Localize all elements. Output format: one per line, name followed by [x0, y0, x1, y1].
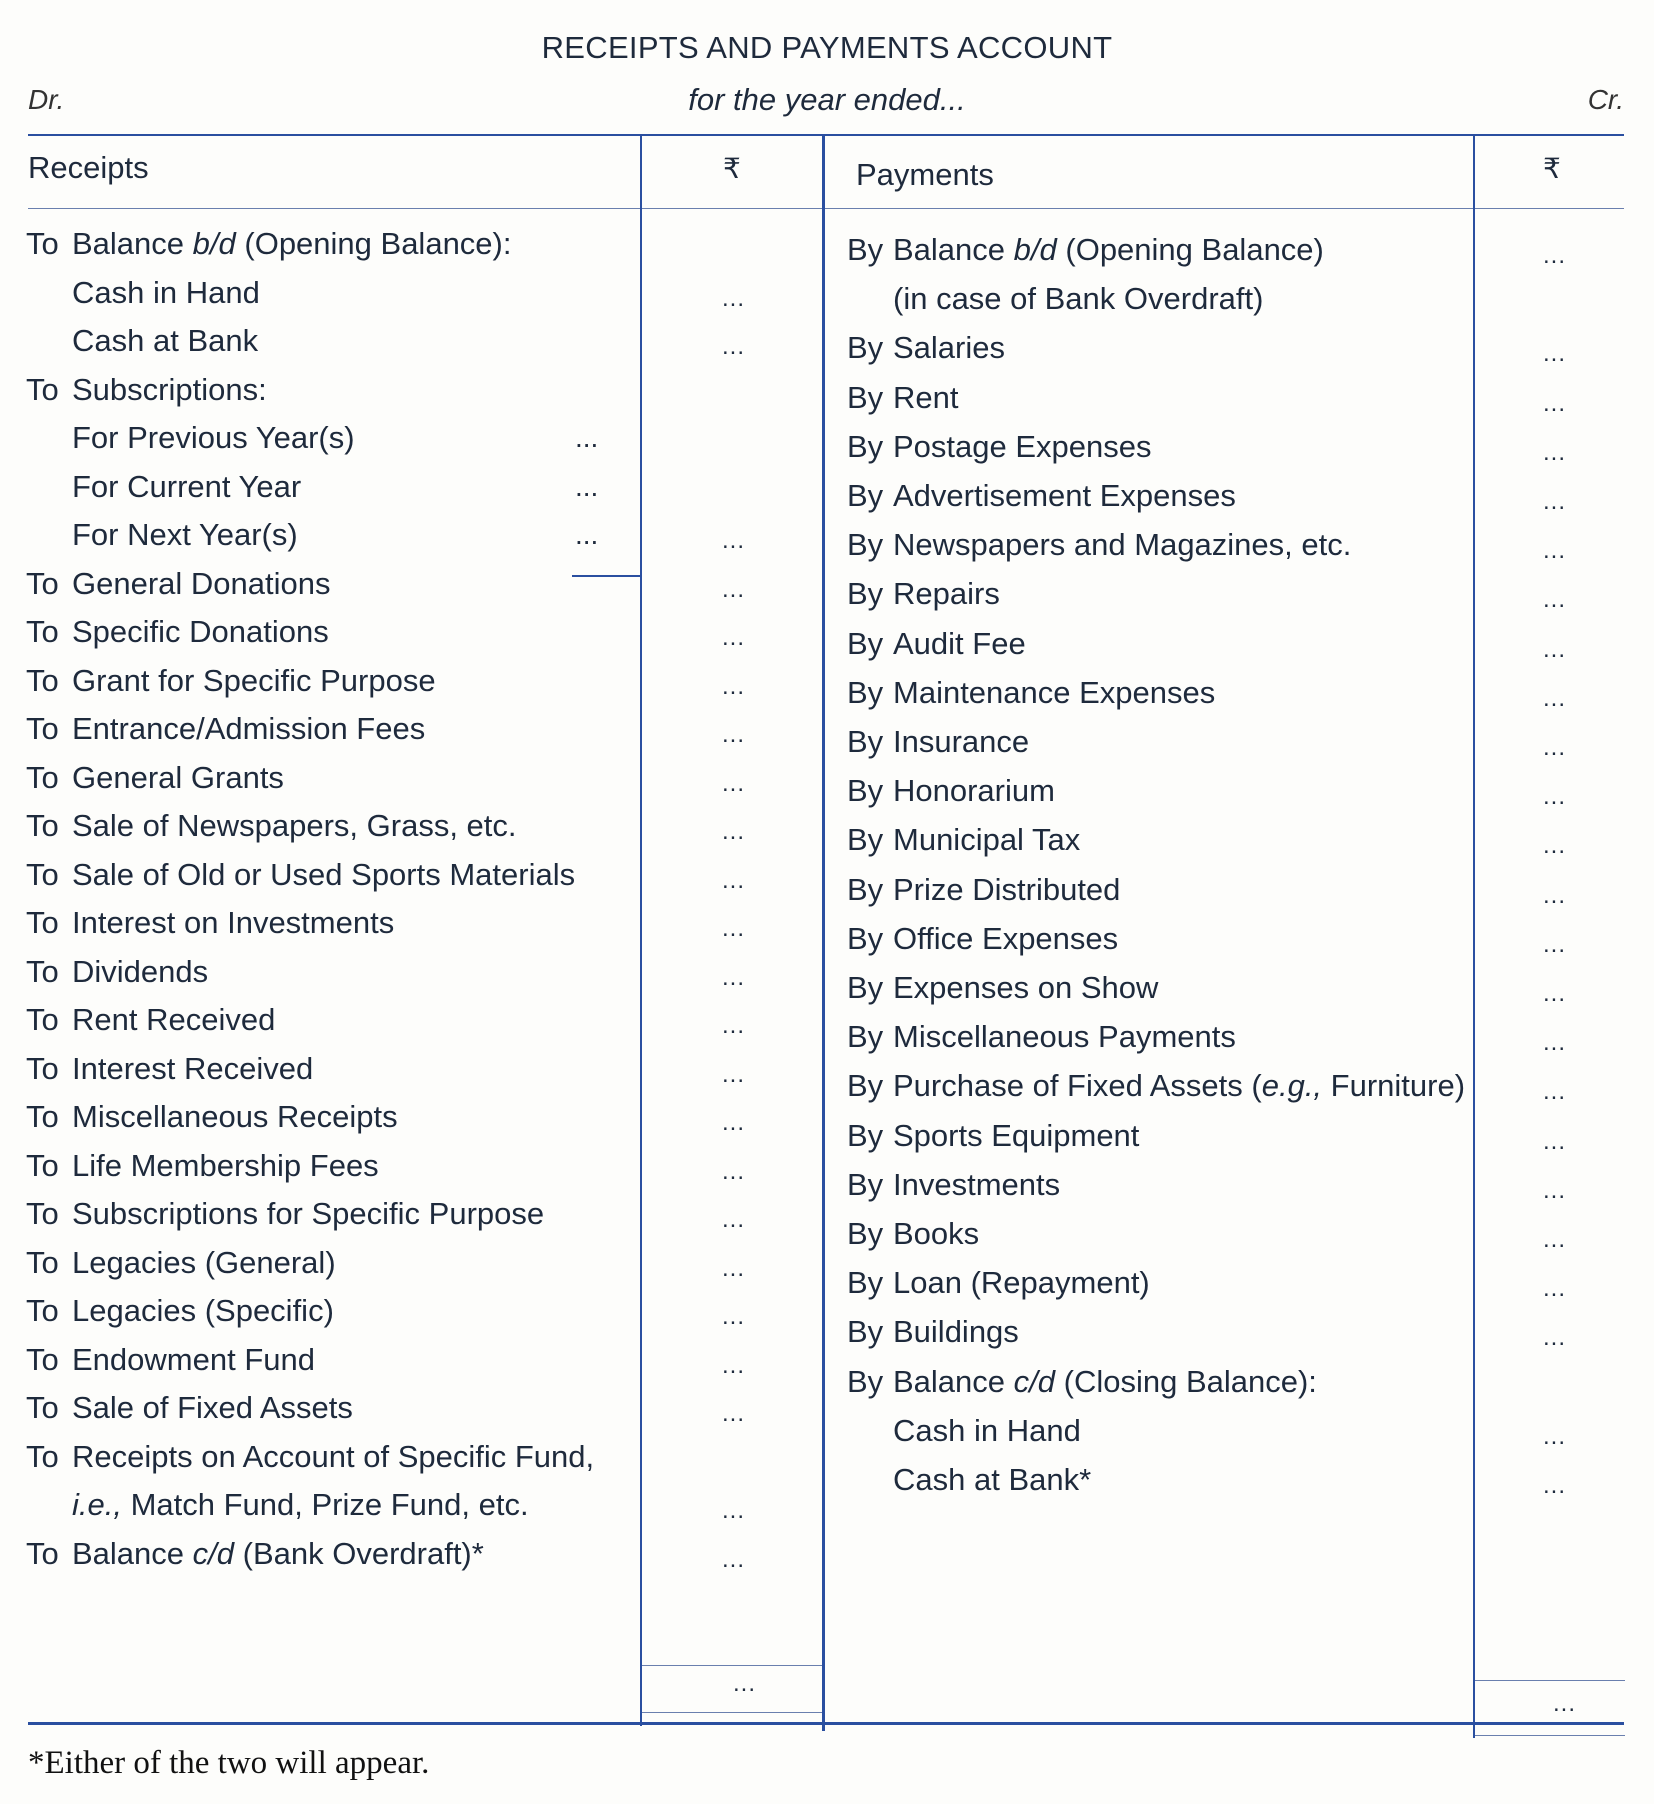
receipts-row-label	[72, 368, 267, 412]
payments-row-prefix: By	[847, 379, 884, 415]
receipts-row-label	[72, 1095, 398, 1139]
receipts-row-text: Balance	[72, 226, 185, 261]
payments-row-label	[893, 1310, 1019, 1354]
payments-row-amount: ...	[1543, 734, 1567, 761]
receipts-row-label	[72, 1483, 529, 1527]
receipts-row-text: Cash in Hand	[72, 274, 260, 310]
payments-row-text: Municipal Tax	[893, 822, 1081, 858]
payments-row-text: Balance	[893, 1363, 1006, 1399]
payments-total: ...	[1553, 1690, 1577, 1717]
receipts-row-label	[72, 1532, 484, 1576]
payments-row-text: Office Expenses	[893, 920, 1119, 956]
payments-row-rest: (Closing Balance):	[1055, 1363, 1317, 1399]
payments-row-prefix: By	[847, 1314, 884, 1350]
payments-amount-header: ₹	[1543, 153, 1561, 184]
payments-row-label	[893, 326, 1005, 370]
payments-row-amount: ...	[1543, 1226, 1567, 1253]
payments-row-label	[893, 1212, 979, 1256]
receipts-row-text: Sale of Old or Used Sports Materials	[72, 856, 576, 892]
receipts-row-amount: ...	[722, 1400, 746, 1427]
header-bottom-rule	[28, 208, 1624, 209]
receipts-header: Receipts	[28, 150, 149, 185]
receipts-row-text: Legacies (General)	[72, 1244, 336, 1280]
payments-row-amount: ...	[1543, 930, 1567, 958]
receipts-row-label	[72, 804, 517, 848]
receipts-row-amount: ...	[722, 963, 746, 991]
account-title: RECEIPTS AND PAYMENTS ACCOUNT	[541, 30, 1113, 65]
receipts-row-text: For Previous Year(s)	[72, 420, 355, 455]
payments-row-label	[893, 277, 1263, 321]
receipts-row-label	[72, 1289, 334, 1333]
receipts-row-label	[72, 465, 301, 509]
receipts-row-prefix: To	[26, 371, 59, 407]
receipts-row-prefix: To	[26, 1244, 59, 1280]
receipts-row-prefix: To	[26, 1050, 59, 1086]
receipts-row-text: Interest on Investments	[72, 905, 395, 940]
payments-row-text: Balance	[893, 232, 1006, 267]
payments-header: Payments	[856, 157, 994, 192]
receipts-row-italic: c/d	[192, 1535, 235, 1571]
payments-row-text: Sports Equipment	[893, 1117, 1140, 1153]
receipts-row-amount: ...	[722, 333, 746, 360]
receipts-row-amount: ...	[722, 1060, 746, 1088]
payments-row-prefix: By	[847, 1265, 884, 1301]
receipts-row-rest: Match Fund, Prize Fund, etc.	[121, 1487, 529, 1522]
receipts-row-text: Rent Received	[72, 1002, 276, 1037]
payments-row-prefix: By	[847, 428, 884, 464]
receipts-row-label	[72, 707, 425, 751]
payments-row-prefix: By	[847, 527, 884, 563]
payments-row-amount: ...	[1543, 1176, 1567, 1204]
receipts-row-amount: ...	[722, 769, 746, 797]
payments-row-prefix: By	[847, 724, 884, 759]
payments-row-text: Investments	[893, 1166, 1061, 1202]
payments-row-text: Audit Fee	[893, 625, 1026, 661]
payments-row-prefix: By	[847, 576, 884, 612]
receipts-row-text: Specific Donations	[72, 614, 329, 649]
payments-row-label	[893, 769, 1055, 813]
payments-row-label	[893, 966, 1158, 1010]
receipts-row-prefix: To	[26, 1196, 59, 1231]
payments-row-amount: ...	[1543, 586, 1567, 614]
receipts-row-text: Dividends	[72, 953, 209, 989]
double-rule-receipts	[642, 1712, 822, 1713]
receipts-row-amount: ...	[722, 672, 746, 700]
receipts-row-text: Sale of Newspapers, Grass, etc.	[72, 808, 517, 843]
receipts-row-label	[72, 998, 275, 1042]
payments-row-amount: ...	[1543, 1324, 1567, 1352]
payments-row-amount: ...	[1543, 635, 1567, 663]
receipts-row-text: Subscriptions:	[72, 371, 267, 407]
receipts-row-text: Endowment Fund	[72, 1341, 315, 1377]
center-divider	[822, 136, 825, 1731]
receipts-row-text: General Grants	[72, 759, 284, 795]
payments-row-label	[893, 1114, 1139, 1158]
payments-row-text: Maintenance Expenses	[893, 674, 1216, 710]
payments-row-text: Miscellaneous Payments	[893, 1019, 1236, 1055]
payments-row-amount: ...	[1543, 389, 1567, 417]
receipts-row-prefix: To	[26, 1438, 59, 1474]
payments-row-italic: c/d	[1013, 1363, 1056, 1399]
payments-row-text: Honorarium	[893, 773, 1055, 809]
payments-row-label	[893, 572, 1000, 616]
payments-row-amount: ...	[1543, 1127, 1567, 1155]
payments-row-prefix: By	[847, 920, 884, 956]
payments-row-text: Rent	[893, 379, 959, 415]
payments-row-text: Books	[893, 1216, 980, 1251]
payments-row-label	[893, 868, 1120, 912]
receipts-row-rest: (Opening Balance):	[235, 226, 512, 261]
payments-row-prefix: By	[847, 970, 884, 1005]
payments-row-rest: (Opening Balance)	[1056, 232, 1324, 267]
payments-row-prefix: By	[847, 1216, 884, 1251]
payments-row-prefix: By	[847, 1019, 884, 1055]
receipts-row-text: For Next Year(s)	[72, 517, 298, 552]
payments-row-text: Loan (Repayment)	[893, 1265, 1150, 1301]
receipts-row-amount: ...	[722, 1497, 746, 1524]
receipts-row-amount: ...	[722, 866, 746, 894]
receipts-row-label	[72, 610, 329, 654]
receipts-row-text: Grant for Specific Purpose	[72, 662, 436, 698]
payments-row-text: Buildings	[893, 1314, 1019, 1350]
receipts-total-top-rule	[642, 1665, 822, 1666]
payments-row-prefix: By	[847, 478, 884, 513]
receipts-row-prefix: To	[26, 662, 59, 698]
payments-row-amount: ...	[1543, 1275, 1567, 1303]
payments-row-text: Newspapers and Magazines, etc.	[893, 527, 1352, 563]
debit-label: Dr.	[28, 84, 65, 115]
receipts-row-label	[72, 950, 208, 994]
receipts-row-label	[72, 562, 331, 606]
payments-row-label	[893, 425, 1152, 469]
receipts-row-label	[72, 1144, 379, 1188]
account-subtitle: for the year ended...	[688, 82, 966, 117]
receipts-row-prefix: To	[26, 905, 59, 940]
receipts-row-sub-amount: ...	[575, 519, 599, 550]
receipts-row-prefix: To	[26, 1390, 59, 1425]
footnote: *Either of the two will appear.	[28, 1745, 430, 1781]
receipts-row-amount: ...	[722, 721, 746, 748]
payments-row-text: (in case of Bank Overdraft)	[893, 281, 1264, 317]
payments-row-label	[893, 917, 1118, 961]
receipts-row-label	[72, 319, 258, 363]
receipts-row-label	[72, 1047, 313, 1091]
receipts-row-amount: ...	[722, 1545, 746, 1573]
receipts-row-prefix: To	[26, 226, 59, 261]
receipts-row-amount: ...	[722, 1303, 746, 1330]
payments-row-label	[893, 523, 1351, 567]
payments-row-label	[893, 228, 1324, 272]
payments-row-prefix: By	[847, 674, 884, 710]
payments-row-text: Salaries	[893, 330, 1005, 366]
receipts-row-prefix: To	[26, 1147, 59, 1183]
receipts-row-label	[72, 416, 355, 460]
payments-row-text: Expenses on Show	[893, 970, 1159, 1005]
payments-row-amount: ...	[1543, 684, 1567, 712]
receipts-total: ...	[733, 1670, 757, 1697]
receipts-row-amount: ...	[722, 1351, 746, 1379]
payments-row-italic: b/d	[1013, 232, 1057, 267]
receipts-row-prefix: To	[26, 953, 59, 989]
payments-row-amount: ...	[1543, 242, 1567, 269]
receipts-amount-header: ₹	[723, 153, 741, 184]
table-top-rule	[28, 134, 1624, 136]
receipts-row-amount: ...	[722, 527, 746, 554]
receipts-row-amount: ...	[722, 1012, 746, 1039]
receipts-row-prefix: To	[26, 1099, 59, 1134]
receipts-row-sub-amount: ...	[575, 422, 599, 453]
payments-row-amount: ...	[1543, 488, 1567, 515]
receipts-row-text: Receipts on Account of Specific Fund,	[72, 1438, 595, 1474]
payments-row-text: Insurance	[893, 724, 1030, 759]
receipts-row-prefix: To	[26, 1341, 59, 1377]
payments-row-prefix: By	[847, 822, 884, 858]
payments-row-amount: ...	[1543, 1078, 1567, 1106]
receipts-row-label	[72, 901, 394, 945]
payments-amount-divider	[1473, 136, 1475, 1738]
payments-row-amount: ...	[1543, 1472, 1567, 1499]
payments-row-prefix: By	[847, 232, 884, 267]
receipts-row-text: For Current Year	[72, 468, 302, 504]
receipts-row-label	[72, 222, 511, 266]
payments-total-top-rule	[1475, 1680, 1625, 1681]
payments-row-label	[893, 1261, 1150, 1305]
table-bottom-rule	[28, 1722, 1624, 1725]
payments-row-text: Cash in Hand	[893, 1412, 1081, 1448]
payments-row-amount: ...	[1543, 1422, 1567, 1450]
payments-row-amount: ...	[1543, 783, 1567, 811]
receipts-row-label	[72, 271, 260, 315]
receipts-row-rest: (Bank Overdraft)*	[234, 1535, 484, 1571]
receipts-row-label	[72, 853, 575, 897]
receipts-row-amount: ...	[722, 1157, 746, 1185]
payments-row-label	[893, 622, 1026, 666]
receipts-row-label	[72, 1241, 336, 1285]
receipts-row-prefix: To	[26, 565, 59, 601]
payments-row-label	[893, 1409, 1081, 1453]
payments-row-label	[893, 671, 1215, 715]
receipts-row-text: Miscellaneous Receipts	[72, 1099, 398, 1134]
receipts-row-label	[72, 513, 298, 557]
receipts-row-amount: ...	[722, 1109, 746, 1136]
payments-row-label	[893, 474, 1236, 518]
payments-row-prefix: By	[847, 1068, 884, 1104]
receipts-row-prefix: To	[26, 1002, 59, 1037]
receipts-row-label	[72, 1435, 594, 1479]
receipts-row-label	[72, 756, 284, 800]
payments-row-text: Advertisement Expenses	[893, 478, 1236, 513]
payments-row-label	[893, 720, 1029, 764]
receipts-row-prefix: To	[26, 1535, 59, 1571]
payments-row-prefix: By	[847, 625, 884, 661]
receipts-row-text: Interest Received	[72, 1050, 314, 1086]
receipts-row-text: Subscriptions for Specific Purpose	[72, 1196, 545, 1231]
payments-row-label	[893, 1458, 1091, 1502]
receipts-row-text: Cash at Bank	[72, 323, 259, 358]
payments-row-label	[893, 376, 958, 420]
payments-row-amount: ...	[1543, 438, 1567, 466]
receipts-row-amount: ...	[722, 624, 746, 651]
payments-row-prefix: By	[847, 1166, 884, 1202]
receipts-row-amount: ...	[722, 915, 746, 942]
payments-row-rest: Furniture)	[1322, 1068, 1466, 1104]
receipts-row-amount: ...	[722, 575, 746, 603]
receipts-row-sub-amount: ...	[575, 470, 599, 502]
receipts-row-text: Legacies (Specific)	[72, 1293, 334, 1328]
credit-label: Cr.	[1587, 84, 1624, 115]
payments-row-text: Purchase of Fixed Assets (	[893, 1068, 1262, 1104]
payments-row-label	[893, 1163, 1060, 1207]
payments-row-label	[893, 1064, 1465, 1108]
receipts-row-prefix: To	[26, 614, 59, 649]
receipts-row-text: Life Membership Fees	[72, 1147, 379, 1183]
receipts-row-amount: ...	[722, 284, 746, 312]
receipts-row-label	[72, 1386, 353, 1430]
payments-row-prefix: By	[847, 871, 884, 907]
subtotal-rule	[572, 575, 642, 577]
receipts-row-italic: b/d	[192, 226, 236, 261]
payments-row-prefix: By	[847, 1117, 884, 1153]
payments-row-amount: ...	[1543, 1029, 1567, 1057]
payments-row-text: Prize Distributed	[893, 871, 1121, 907]
receipts-row-text: Entrance/Admission Fees	[72, 711, 426, 746]
payments-row-prefix: By	[847, 330, 884, 366]
receipts-row-italic: i.e.,	[72, 1487, 122, 1522]
receipts-row-label	[72, 659, 436, 703]
receipts-row-label	[72, 1192, 544, 1236]
payments-row-text: Repairs	[893, 576, 1000, 612]
receipts-row-label	[72, 1338, 315, 1382]
payments-row-amount: ...	[1543, 537, 1567, 565]
receipts-row-text: Sale of Fixed Assets	[72, 1390, 353, 1425]
double-rule-payments	[1475, 1735, 1625, 1736]
receipts-row-prefix: To	[26, 856, 59, 892]
payments-row-amount: ...	[1543, 881, 1567, 909]
receipts-amount-divider	[640, 136, 642, 1726]
receipts-row-text: Balance	[72, 1535, 185, 1571]
payments-row-amount: ...	[1543, 980, 1567, 1007]
payments-row-italic: e.g.,	[1261, 1068, 1323, 1104]
receipts-row-prefix: To	[26, 1293, 59, 1328]
payments-row-text: Postage Expenses	[893, 428, 1152, 464]
receipts-row-prefix: To	[26, 711, 59, 746]
payments-row-prefix: By	[847, 1363, 884, 1399]
payments-row-label	[893, 1015, 1236, 1059]
payments-row-prefix: By	[847, 773, 884, 809]
payments-row-label	[893, 1360, 1317, 1404]
payments-row-label	[893, 818, 1080, 862]
receipts-row-amount: ...	[722, 1254, 746, 1282]
payments-row-amount: ...	[1543, 340, 1567, 368]
receipts-row-text: General Donations	[72, 565, 331, 601]
payments-row-amount: ...	[1543, 832, 1567, 860]
receipts-row-amount: ...	[722, 1206, 746, 1233]
receipts-row-prefix: To	[26, 808, 59, 843]
receipts-row-prefix: To	[26, 759, 59, 795]
receipts-row-amount: ...	[722, 818, 746, 845]
payments-row-text: Cash at Bank*	[893, 1462, 1092, 1497]
